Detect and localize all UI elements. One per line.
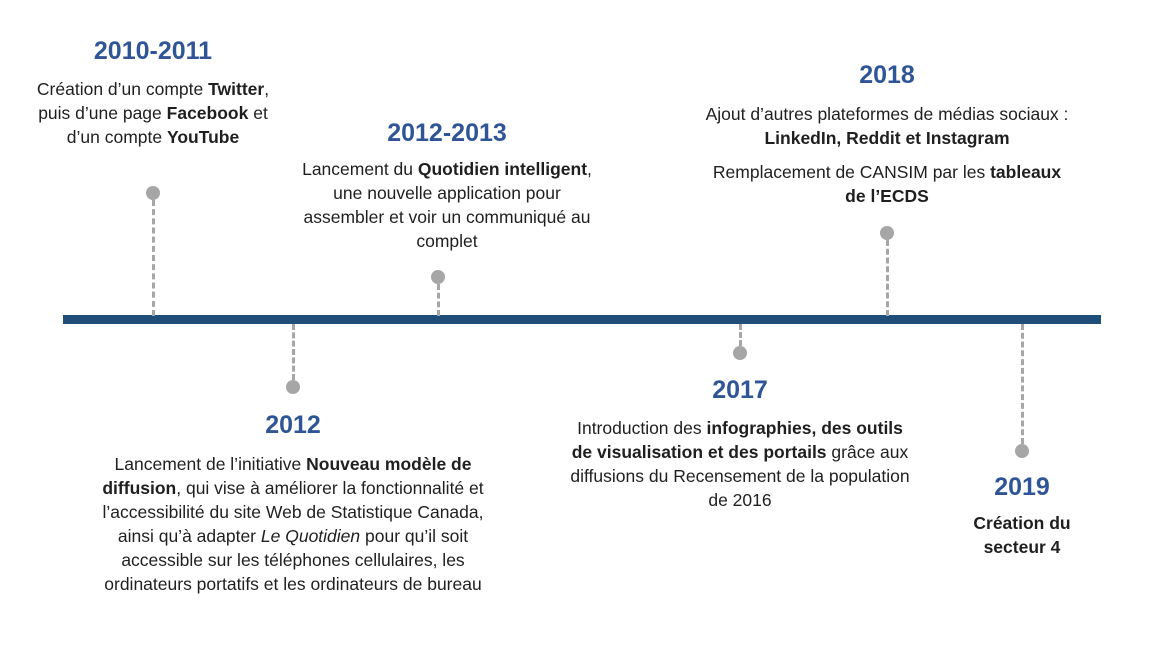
event-desc-2019: Création du secteur 4 bbox=[973, 513, 1071, 557]
event-marker-dot bbox=[880, 226, 894, 240]
event-desc-2010-2011: Création d’un compte Twitter, puis d’une page Facebook et d’un compte YouTube bbox=[36, 79, 270, 147]
event-2018-line-1: Ajout d’autres plateformes de médias sociaux : LinkedIn, Reddit et Instagram bbox=[705, 104, 1069, 148]
event-marker-dot bbox=[431, 270, 445, 284]
event-connector bbox=[739, 324, 742, 346]
event-desc-2012: Lancement de l’initiative Nouveau modèle de diffusion, qui vise à améliorer la fonctionnalité et l’accessibilité du site Web de Statistique Canada, ainsi qu’à adapter Le Quotidien pour qu’il soit accessible sur les téléphones cellulaires, les ordinateurs portatifs et les ordinateurs de bureau bbox=[102, 454, 484, 594]
event-connector bbox=[1021, 324, 1024, 444]
event-year-2017: 2017 bbox=[712, 376, 768, 404]
event-connector bbox=[886, 240, 889, 316]
event-year-2010-2011: 2010-2011 bbox=[93, 37, 213, 65]
event-desc-2017: Introduction des infographies, des outils de visualisation et des portails grâce aux diffusions du Recensement de la population de 2016 bbox=[570, 418, 910, 510]
event-year-2019: 2019 bbox=[994, 473, 1050, 501]
event-connector bbox=[437, 284, 440, 316]
event-connector bbox=[152, 200, 155, 316]
event-year-2012: 2012 bbox=[265, 411, 321, 439]
event-connector bbox=[292, 324, 295, 380]
event-2018-line-2: Remplacement de CANSIM par les tableaux de l’ECDS bbox=[712, 162, 1062, 206]
event-desc-2012-2013: Lancement du Quotidien intelligent, une nouvelle application pour assembler et voir un communiqué au complet bbox=[302, 159, 592, 251]
timeline-axis bbox=[63, 315, 1101, 324]
event-marker-dot bbox=[1015, 444, 1029, 458]
event-year-2012-2013: 2012-2013 bbox=[387, 119, 507, 147]
event-marker-dot bbox=[733, 346, 747, 360]
event-desc-2018 bbox=[702, 102, 1072, 208]
event-marker-dot bbox=[146, 186, 160, 200]
event-year-2018: 2018 bbox=[859, 61, 915, 89]
event-marker-dot bbox=[286, 380, 300, 394]
